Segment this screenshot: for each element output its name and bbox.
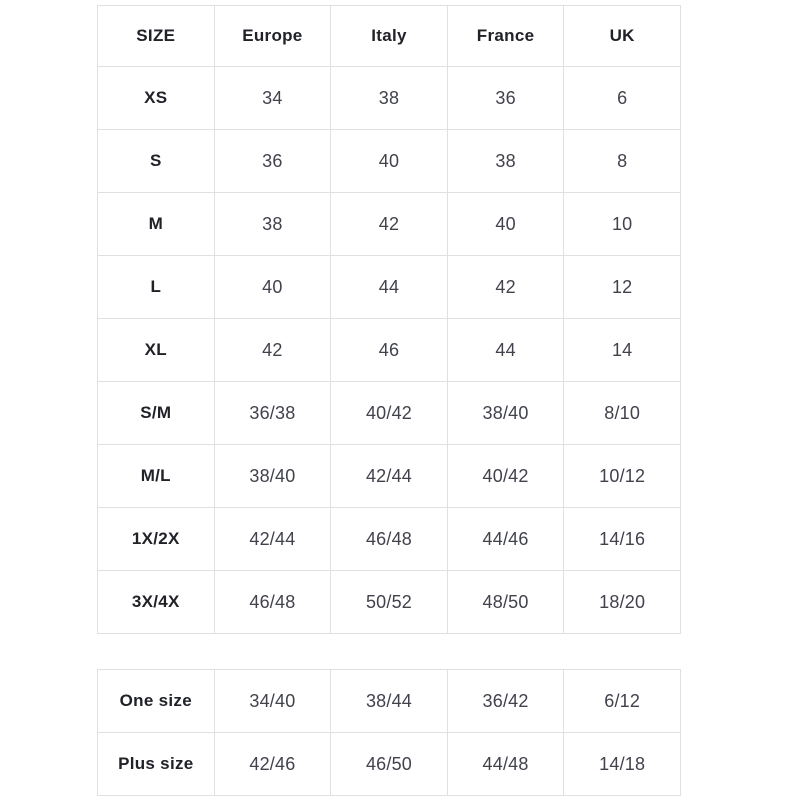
- cell-value: 42/44: [331, 445, 448, 508]
- cell-value: 40/42: [447, 445, 564, 508]
- column-header-france: France: [447, 6, 564, 67]
- cell-value: 18/20: [564, 571, 681, 634]
- column-header-italy: Italy: [331, 6, 448, 67]
- row-label: M/L: [98, 445, 215, 508]
- cell-value: 8: [564, 130, 681, 193]
- column-header-size: SIZE: [98, 6, 215, 67]
- cell-value: 46/48: [214, 571, 331, 634]
- row-label: M: [98, 193, 215, 256]
- table-row: [98, 445, 681, 508]
- cell-value: 40: [331, 130, 448, 193]
- cell-value: 44/48: [447, 733, 564, 796]
- column-header-uk: UK: [564, 6, 681, 67]
- cell-value: 14: [564, 319, 681, 382]
- table-row: [98, 130, 681, 193]
- row-label: One size: [98, 670, 215, 733]
- row-label: S: [98, 130, 215, 193]
- cell-value: 40/42: [331, 382, 448, 445]
- row-label: 1X/2X: [98, 508, 215, 571]
- cell-value: 42: [331, 193, 448, 256]
- cell-value: 42/46: [214, 733, 331, 796]
- size-conversion-table: [97, 5, 681, 634]
- size-table-header: [98, 6, 681, 67]
- row-label: Plus size: [98, 733, 215, 796]
- cell-value: 14/16: [564, 508, 681, 571]
- table-row: [98, 508, 681, 571]
- cell-value: 38: [214, 193, 331, 256]
- table-row: [98, 319, 681, 382]
- cell-value: 44: [331, 256, 448, 319]
- row-label: XL: [98, 319, 215, 382]
- cell-value: 34/40: [214, 670, 331, 733]
- table-gap: [97, 634, 681, 669]
- table-row: [98, 571, 681, 634]
- row-label: S/M: [98, 382, 215, 445]
- row-label: L: [98, 256, 215, 319]
- cell-value: 38/44: [331, 670, 448, 733]
- cell-value: 34: [214, 67, 331, 130]
- cell-value: 6/12: [564, 670, 681, 733]
- table-row: [98, 256, 681, 319]
- cell-value: 42/44: [214, 508, 331, 571]
- row-label: XS: [98, 67, 215, 130]
- cell-value: 46/50: [331, 733, 448, 796]
- cell-value: 40: [214, 256, 331, 319]
- cell-value: 40: [447, 193, 564, 256]
- cell-value: 38: [447, 130, 564, 193]
- cell-value: 48/50: [447, 571, 564, 634]
- cell-value: 36: [447, 67, 564, 130]
- cell-value: 36/38: [214, 382, 331, 445]
- cell-value: 10: [564, 193, 681, 256]
- row-label: 3X/4X: [98, 571, 215, 634]
- cell-value: 36/42: [447, 670, 564, 733]
- size-table-header-row: [98, 6, 681, 67]
- column-header-europe: Europe: [214, 6, 331, 67]
- cell-value: 38: [331, 67, 448, 130]
- table-row: [98, 67, 681, 130]
- cell-value: 46/48: [331, 508, 448, 571]
- cell-value: 6: [564, 67, 681, 130]
- cell-value: 44/46: [447, 508, 564, 571]
- size-chart-page: [97, 5, 681, 796]
- cell-value: 36: [214, 130, 331, 193]
- cell-value: 14/18: [564, 733, 681, 796]
- cell-value: 42: [214, 319, 331, 382]
- special-table-body: [98, 670, 681, 796]
- table-row: [98, 733, 681, 796]
- table-row: [98, 670, 681, 733]
- cell-value: 38/40: [214, 445, 331, 508]
- cell-value: 42: [447, 256, 564, 319]
- cell-value: 44: [447, 319, 564, 382]
- cell-value: 38/40: [447, 382, 564, 445]
- cell-value: 10/12: [564, 445, 681, 508]
- table-row: [98, 193, 681, 256]
- cell-value: 8/10: [564, 382, 681, 445]
- cell-value: 12: [564, 256, 681, 319]
- table-row: [98, 382, 681, 445]
- cell-value: 50/52: [331, 571, 448, 634]
- special-sizes-table: [97, 669, 681, 796]
- size-table-body: [98, 67, 681, 634]
- cell-value: 46: [331, 319, 448, 382]
